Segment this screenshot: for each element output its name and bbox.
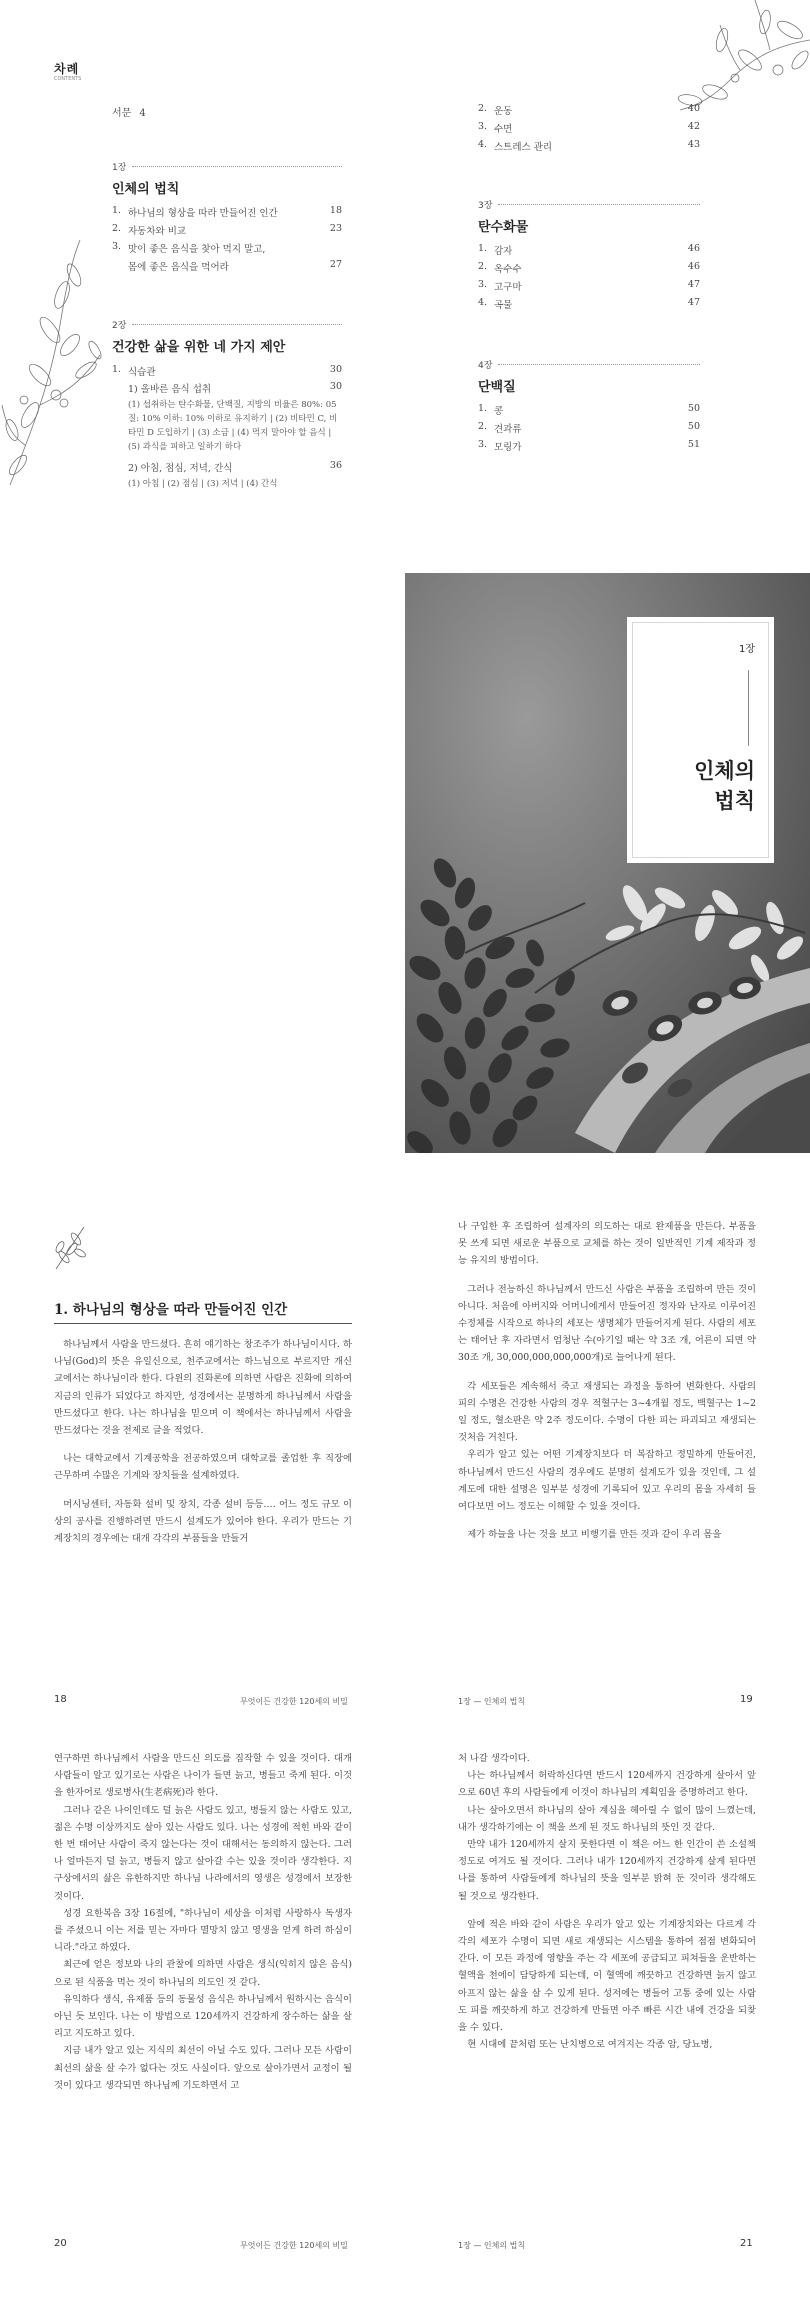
paragraph: 현 시대에 끝처럼 또는 난치병으로 여겨지는 각종 암, 당뇨병,: [467, 2039, 713, 2051]
paragraph: 제가 하늘을 나는 것을 보고 비행기를 만든 것과 같이 우리 몸을: [467, 1529, 722, 1541]
toc-item[interactable]: 1. 식습관 30: [112, 364, 342, 378]
paragraph: 연구하면 하나님께서 사람을 만드신 의도를 짐작할 수 있을 것이다. 대개 사람들이 알고 있기로는 사람은 나이가 들면 늙고, 병들고 죽게 된다. 이것을 한자어로 생로병사(生老病死)라 한다.: [54, 1753, 352, 1799]
toc-item[interactable]: 1) 올바른 음식 섭취 30: [128, 381, 342, 395]
chapter-opener-box: [627, 617, 774, 863]
toc-spread: [0, 0, 810, 570]
page-19-body: [458, 1218, 756, 1543]
paragraph: 그러나 전능하신 하나님께서 만드신 사람은 부품을 조립하여 만든 것이 아니다. 처음에 아버지와 어머니에게서 만들어진 정자와 난자로 이루어진 수정체를 시작으로 하나의 세포는 생명체가 만들어지게 된다. 사람의 세포는 태어난 후 자라면서 엄청난 수(아기일 때는 약 3조 개, 어른이 되면 약 30조 개, 30,000,000,000,000개)로 늘어나게 된다.: [458, 1283, 756, 1364]
page-20-footer: 무엇이든 건강한 120세의 비밀: [240, 2241, 348, 2250]
toc-intro-label: 서문: [112, 108, 132, 119]
page-number-18: 18: [54, 1694, 67, 1705]
paragraph: 각 세포들은 계속해서 죽고 재생되는 과정을 통하여 변화한다. 사람의 피의 수명은 건강한 사람의 경우 적혈구는 3~4개월 정도, 백혈구는 1~2일 정도, 혈소판은 약 2주 정도이다. 수명이 다한 피는 파괴되고 재생되는 것처음 거친다.: [458, 1380, 756, 1444]
paragraph: 나는 살아오면서 하나님의 살아 계심을 헤아릴 수 없이 많이 느꼈는데, 내가 생각하기에는 이 책을 쓰게 된 것도 하나님의 뜻인 것 같다.: [458, 1804, 756, 1833]
toc-item[interactable]: 몸에 좋은 음식을 먹어라 27: [128, 259, 342, 273]
page-number-20: 20: [54, 2238, 67, 2249]
paragraph: 만약 내가 120세까지 살지 못한다면 이 책은 어느 한 인간이 쓴 소설책 정도로 여겨도 될 것이다. 그러나 내가 120세까지 건강하게 살게 된다면 나를 통하여 사람들에게 하나님의 뜻을 일부분 밝혀 둔 것이라 생각해도 될 것으로 생각한다.: [458, 1839, 756, 1902]
page-number-21: 21: [740, 2238, 753, 2249]
chapter-4-items: [478, 403, 700, 457]
chapter-2-items: [112, 364, 342, 491]
toc-item[interactable]: 3. 고구마 47: [478, 279, 700, 293]
toc-intro: [112, 104, 146, 119]
page-18-footer: 무엇이든 건강한 120세의 비밀: [240, 1697, 348, 1706]
toc-subitems: (1) 아침 | (2) 점심 | (3) 저녁 | (4) 간식: [128, 479, 278, 489]
botanical-left-illustration: [0, 235, 110, 495]
toc-item[interactable]: 1. 하나님의 형상을 따라 만들어진 인간 18: [112, 205, 342, 219]
toc-item[interactable]: 2. 옥수수 46: [478, 261, 700, 275]
paragraph: 지금 내가 알고 있는 지식의 최선이 아닐 수도 있다. 그러나 모든 사람이 최선의 삶을 살 수가 없다는 것도 사실이다. 앞으로 살아가면서 교정이 될 것이 있다고 생각되면 하나님께 기도하면서 고: [54, 2045, 352, 2091]
paragraph: 앞에 적은 바와 같이 사람은 우리가 알고 있는 기계장치와는 다르게 각각의 세포가 수명이 되면 새로 재생되는 시스템을 통하여 점점 변화되어 간다. 이 모든 과정에 영향을 주는 각 세포에 공급되고 피쳐들을 운반하는 혈액을 천에이 담당하게 되는데, 이 혈액에 깨끗하고 건강하면 늙지 않고 아프지 않는 삶을 살 수 있게 된다. 성저에는 병들어 고통 중에 있는 사람도 피를 깨끗하게 하고 건강하게 만들면 아주 빠른 시간 내에 건강을 되찾을 수 있다.: [458, 1918, 756, 2034]
paragraph: 나 구입한 후 조립하여 설계자의 의도하는 대로 완제품을 만든다. 부품을 못 쓰게 되면 새로운 부품으로 교체를 하는 것이 일반적인 기계 제작과 정능 유지의 방법이다.: [458, 1221, 756, 1267]
paragraph: 그러나 같은 나이인데도 덜 늙은 사람도 있고, 병들지 않는 사람도 있고, 젊은 수명 이상까지도 살아 있는 사람도 있다. 나는 성경에 적힌 바와 같이 한 번 태어난 사람이 죽지 않는다는 것이 대해서는 동의하지 않는다. 그러나 얼마든지 덜 늙고, 병들지 않고 살아갈 수는 있을 것이라 생각한다. 지구상에서의 삶은 유한하지만 하나님 나라에서의 영생은 성경에서 보장한 것이다.: [54, 1804, 352, 1902]
chapter-3-label: 3장: [478, 198, 700, 211]
paragraph: 성경 요한복음 3장 16절에, "하나님이 세상을 이처럼 사랑하사 독생자를 주셨으니 이는 저를 믿는 자마다 멸망치 않고 영생을 얻게 하려 하심이니라."라고 하였다.: [54, 1907, 352, 1954]
chapter-1-label: 1장: [112, 160, 342, 173]
chapter-4-title: 단백질: [478, 380, 516, 395]
chapter-opener-number: 1장: [738, 644, 755, 655]
chapter-1-title: 인체의 법칙: [112, 182, 180, 197]
toc-item[interactable]: 2. 자동차와 비교 23: [112, 223, 342, 237]
toc-heading-sub: CONTENTS: [54, 76, 82, 82]
paragraph: 나는 대학교에서 기계공학을 전공하였으며 대학교를 졸업한 후 직장에 근무하며 수많은 기계와 장치들을 설계하였다.: [54, 1453, 352, 1482]
page-19-footer: 1장 — 인체의 법칙: [458, 1697, 526, 1706]
paragraph: 하나님께서 사람을 만드셨다. 흔히 얘기하는 창조주가 하나님이시다. 하나님(God)의 뜻은 유일신으로, 천주교에서는 하느님으로 부르지만 개신교에서는 하나님이라 한다. 다윈의 진화론에 의하면 사람은 진화에 의하여 지금의 인류가 되었다고 하지만, 성경에서는 분명하게 하나님께서 사람을 만드셨다고 한다. 나는 하나님을 믿으며 이 책에서는 하나님께서 사람을 만드셨다는 것을 전제로 글을 적었다.: [54, 1339, 352, 1437]
chapter-2-label: 2장: [112, 318, 342, 331]
paragraph: 우리가 알고 있는 어떤 기계장치보다 더 복잡하고 정밀하게 만들어진, 하나님께서 만드신 사람의 경우에도 분명히 설계도가 있을 것인데, 그 설계도에 대한 설명은 일부분 성경에 기록되어 있고 우리의 몸을 자세히 들여다보면 어느 정도는 이해할 수 있을 것이다.: [458, 1449, 756, 1513]
section-rule: [54, 1323, 352, 1324]
page-number-19: 19: [740, 1694, 753, 1705]
page-21-body: [458, 1750, 756, 2053]
section-title: 1. 하나님의 형상을 따라 만들어진 인간: [54, 1302, 288, 1318]
toc-intro-page: 4: [139, 108, 146, 119]
paragraph: 유익하다 생식, 유제품 등의 동물성 음식은 하나님께서 원하시는 음식이 아닌 듯 보인다. 나는 이 방법으로 120세까지 건강하게 장수하는 삶을 살리고 지도하고 있다.: [54, 1993, 352, 2040]
chapter-1-items: [112, 205, 342, 277]
leaf-sprig-icon: [50, 1223, 90, 1273]
page-18-body: [54, 1336, 352, 1547]
toc-right-top-items: [478, 103, 700, 157]
toc-heading: 차례: [54, 62, 80, 76]
section-heading: [54, 1298, 352, 1324]
toc-item[interactable]: 4. 곡물 47: [478, 297, 700, 311]
paragraph: 나는 하나님께서 허락하신다면 반드시 120세까지 건강하게 살아서 앞으로 60년 후의 사람들에게 이것이 하나님의 계획임을 증명하려고 한다.: [458, 1770, 756, 1799]
toc-item[interactable]: 2. 견과류 50: [478, 421, 700, 435]
toc-item[interactable]: 3. 수면 42: [478, 121, 700, 135]
toc-subitems: (1) 섭취하는 탄수화물, 단백질, 지방의 비율은 80%: 05 질: 10% 이하: 10% 이하로 유지하기 | (2) 비타민 C, 비 타민 D 도입하기 | (3) 소금 | (4) 먹지 말아야 할 음식 | (5) 과식을 피하고 일하기 하다: [128, 400, 338, 452]
botanical-right-illustration: [660, 0, 810, 120]
toc-item[interactable]: 3. 모링가 51: [478, 439, 700, 453]
chapter-opener-rule: [748, 670, 749, 746]
page-20-body: [54, 1750, 352, 2094]
toc-item[interactable]: 1. 감자 46: [478, 243, 700, 257]
paragraph: 최근에 얻은 정보와 나의 관찰에 의하면 사람은 생식(익히지 않은 음식)으로 된 식품을 먹는 것이 하나님의 의도인 것 같다.: [54, 1959, 352, 1988]
paragraph: 머시닝센터, 자동화 설비 및 장치, 각종 설비 등등…. 어느 정도 규모 이상의 공사를 진행하려면 만드시 설계도가 있어야 한다. 우리가 만드는 기계장치의 경우에는 대개 각각의 부품들을 만들거: [54, 1498, 352, 1545]
toc-item[interactable]: 1. 콩 50: [478, 403, 700, 417]
toc-item[interactable]: 2) 아침, 점심, 저녁, 간식 36: [128, 460, 342, 474]
toc-item[interactable]: 4. 스트레스 관리 43: [478, 139, 700, 153]
toc-item[interactable]: 2. 운동 40: [478, 103, 700, 117]
toc-item[interactable]: 3. 맛이 좋은 음식을 찾아 먹지 말고,: [112, 241, 266, 255]
chapter-opener-title: 인체의 법칙: [694, 758, 755, 813]
chapter-3-items: [478, 243, 700, 315]
chapter-3-title: 탄수화물: [478, 220, 529, 235]
chapter-4-label: 4장: [478, 358, 700, 371]
paragraph: 처 나갈 생각이다.: [458, 1753, 530, 1764]
page-21-footer: 1장 — 인체의 법칙: [458, 2241, 526, 2250]
chapter-2-title: 건강한 삶을 위한 네 가지 제안: [112, 340, 286, 355]
